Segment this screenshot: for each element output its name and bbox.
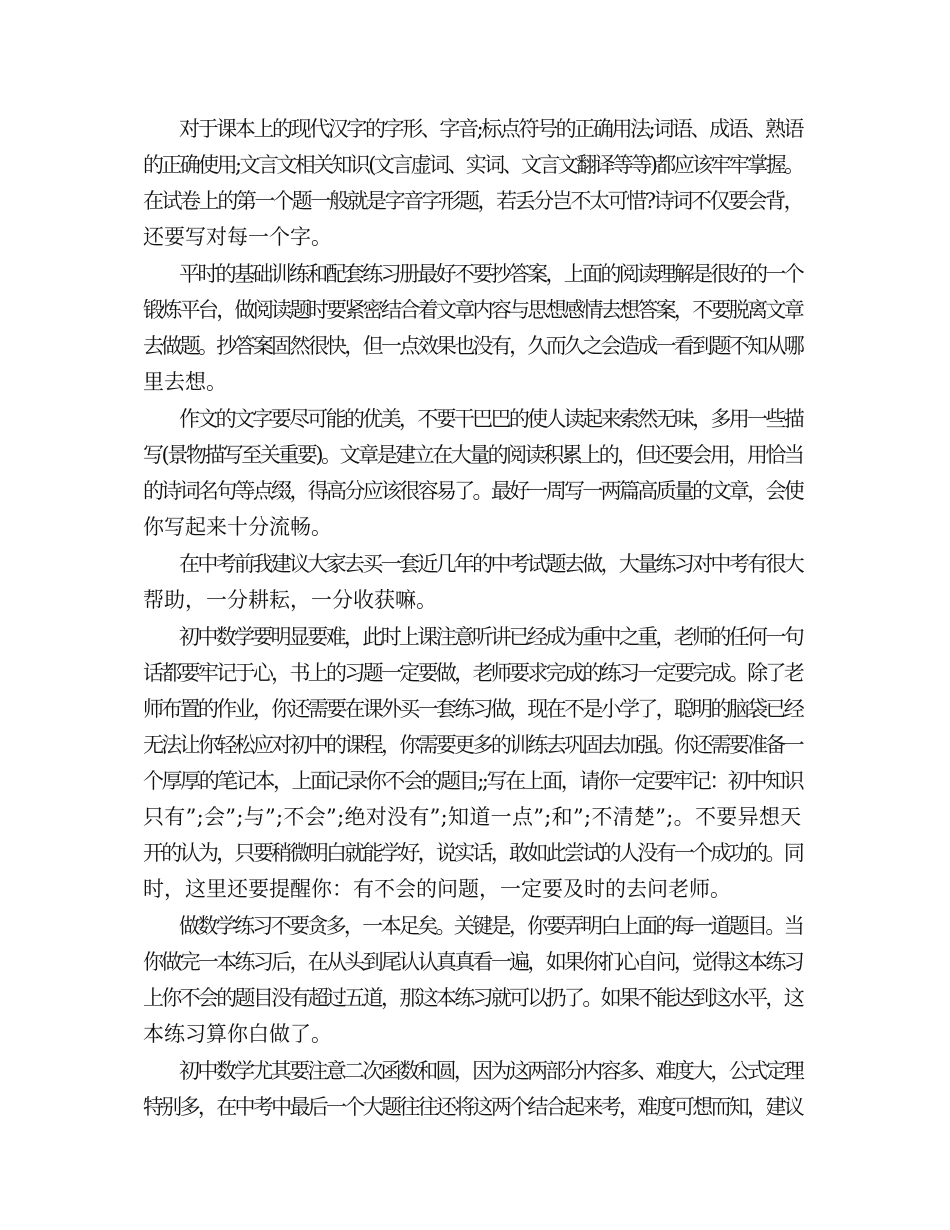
text-line: 在试卷上的第一个题一般就是字音字形题，若丢分岂不太可惜?诗词不仅要会背， bbox=[143, 189, 803, 213]
text-line: 锻炼平台，做阅读题时要紧密结合着文章内容与思想感情去想答案，不要脱离文章 bbox=[143, 298, 803, 322]
text-line: 时，这里还要提醒你：有不会的问题，一定要及时的去问老师。 bbox=[143, 877, 731, 901]
text-line: 去做题。抄答案固然很快，但一点效果也没有，久而久之会造成一看到题不知从哪 bbox=[143, 334, 803, 358]
text-line: 你写起来十分流畅。 bbox=[143, 515, 332, 539]
text-line: 无法让你轻松应对初中的课程，你需要更多的训练去巩固去加强。你还需要准备一 bbox=[143, 733, 803, 757]
text-line: 作文的文字要尽可能的优美，不要干巴巴的使人读起来索然无味，多用一些描 bbox=[179, 407, 803, 431]
text-line: 上你不会的题目没有超过五道，那这本练习就可以扔了。如果不能达到这水平，这 bbox=[143, 986, 803, 1010]
text-line: 话都要牢记于心，书上的习题一定要做，老师要求完成的练习一定要完成。除了老 bbox=[143, 661, 803, 685]
text-line: 特别多，在中考中最后一个大题往往还将这两个结合起来考，难度可想而知，建议 bbox=[143, 1095, 803, 1119]
text-line: 里去想。 bbox=[143, 370, 227, 394]
text-line: 做数学练习不要贪多，一本足矣。关键是，你要弄明白上面的每一道题目。当 bbox=[179, 914, 803, 938]
text-line: 只有”;会”;与”;不会”;绝对没有”;知道一点”;和”;不清楚”;。不要异想天 bbox=[143, 805, 802, 829]
text-line: 平时的基础训练和配套练习册最好不要抄答案，上面的阅读理解是很好的一个 bbox=[179, 262, 803, 286]
text-line: 帮助，一分耕耘，一分收获嘛。 bbox=[143, 588, 437, 612]
text-line: 对于课本上的现代汉字的字形、字音;标点符号的正确用法;词语、成语、熟语 bbox=[179, 117, 803, 141]
text-line: 你做完一本练习后，在从头到尾认认真真看一遍，如果你扪心自问，觉得这本练习 bbox=[143, 950, 803, 974]
text-line: 写(景物描写至关重要)。文章是建立在大量的阅读积累上的，但还要会用，用恰当 bbox=[143, 443, 803, 467]
text-line: 初中数学尤其要注意二次函数和圆，因为这两部分内容多、难度大，公式定理 bbox=[179, 1059, 803, 1083]
text-line: 在中考前我建议大家去买一套近几年的中考试题去做，大量练习对中考有很大 bbox=[179, 552, 803, 576]
text-line: 初中数学要明显要难，此时上课注意听讲已经成为重中之重，老师的任何一句 bbox=[179, 625, 803, 649]
text-line: 师布置的作业，你还需要在课外买一套练习做，现在不是小学了，聪明的脑袋已经 bbox=[143, 697, 803, 721]
text-line: 开的认为，只要稍微明白就能学好，说实话，敢如此尝试的人没有一个成功的。同 bbox=[143, 841, 803, 865]
text-line: 还要写对每一个字。 bbox=[143, 225, 332, 249]
text-line: 的诗词名句等点缀，得高分应该很容易了。最好一周写一两篇高质量的文章，会使 bbox=[143, 479, 803, 503]
text-line: 个厚厚的笔记本，上面记录你不会的题目;;写在上面，请你一定要牢记：初中知识 bbox=[143, 769, 803, 793]
text-line: 的正确使用;文言文相关知识(文言虚词、实词、文言文翻译等等)都应该牢牢掌握。 bbox=[143, 153, 803, 177]
text-line: 本练习算你白做了。 bbox=[143, 1022, 332, 1046]
